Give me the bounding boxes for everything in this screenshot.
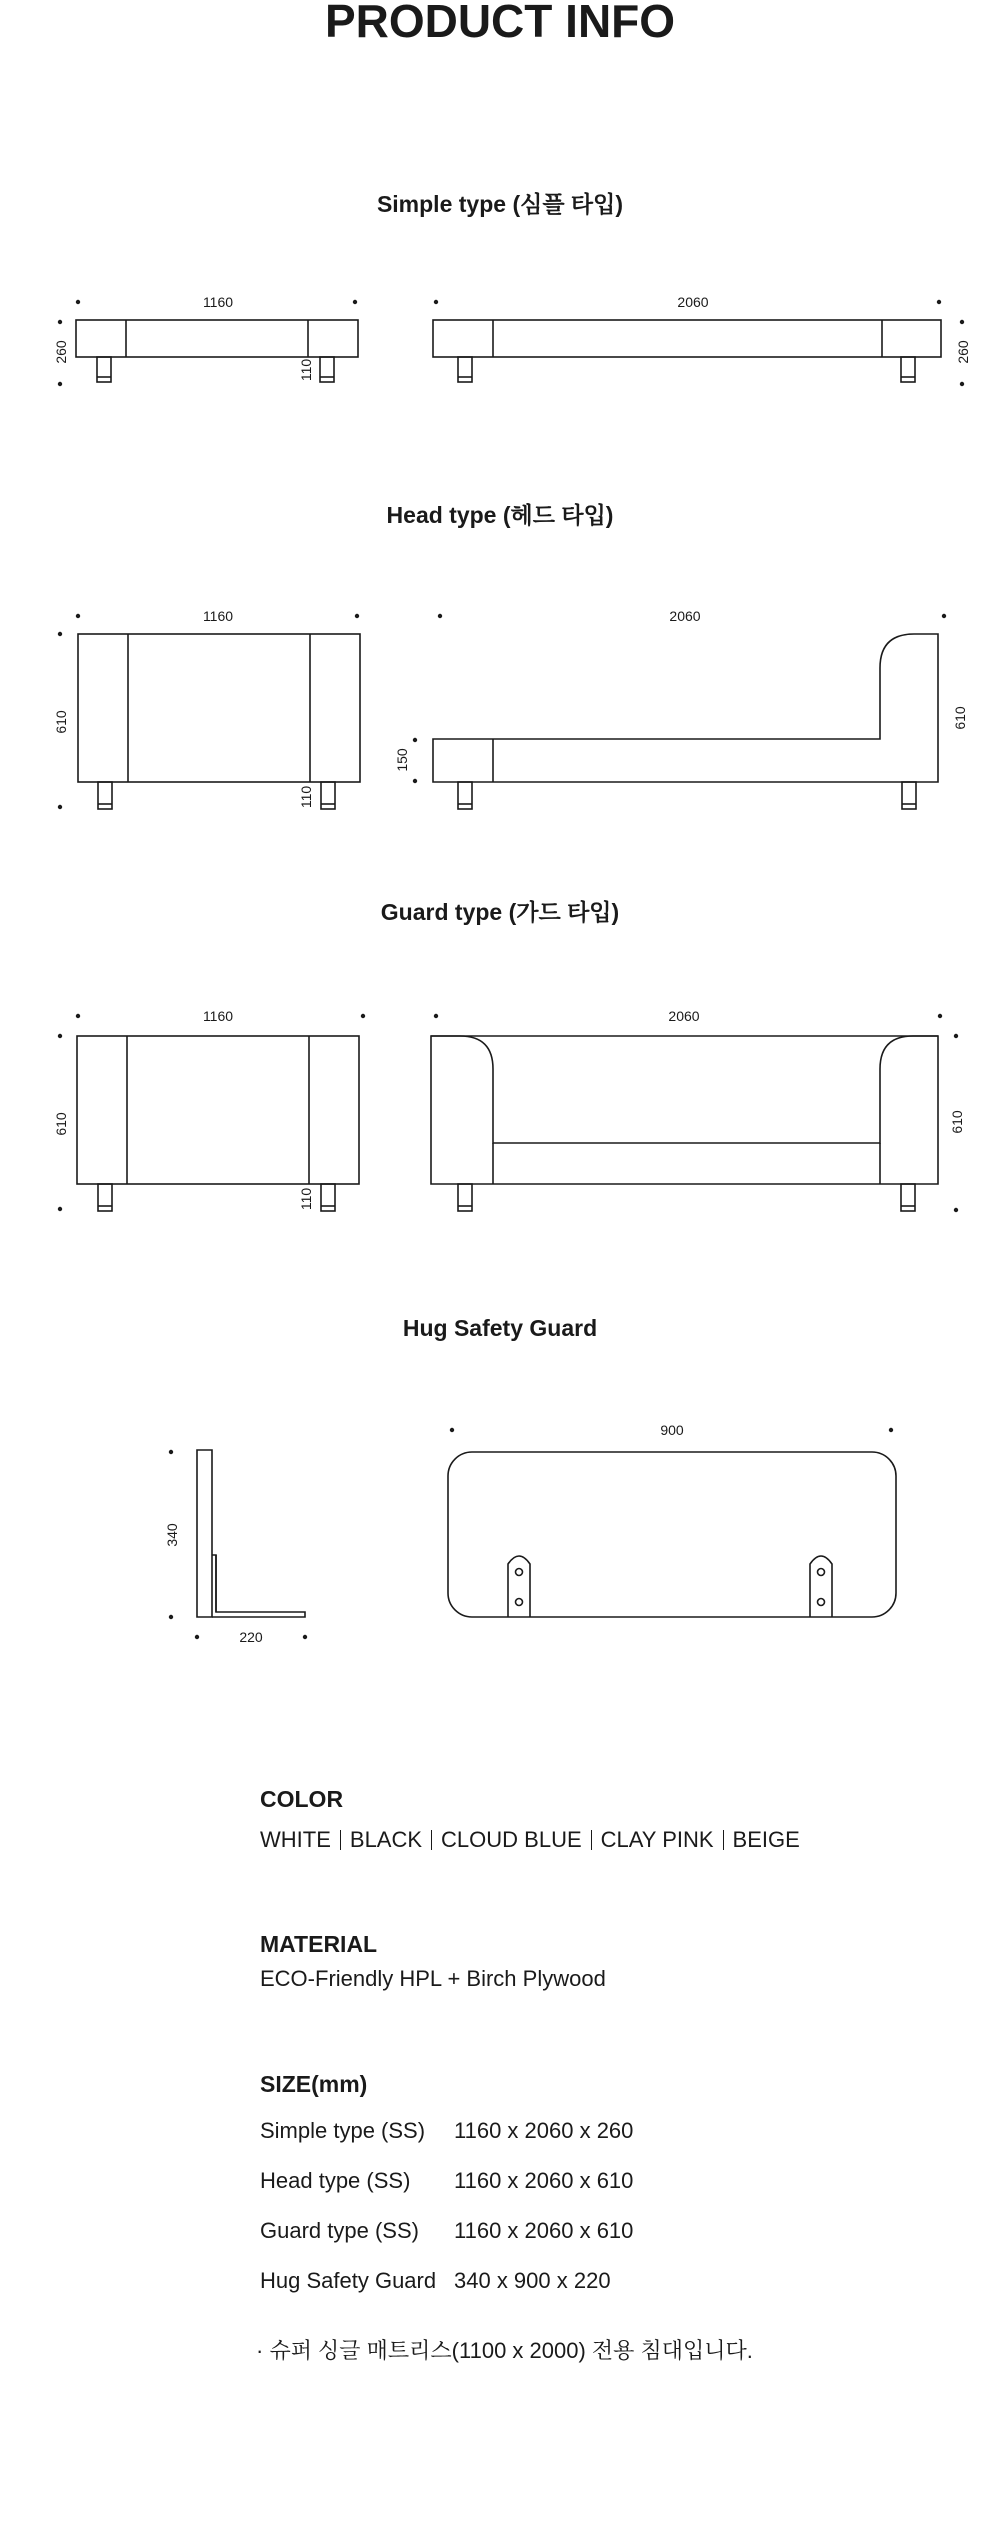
- guard-front-width-label: 1160: [202, 1008, 234, 1024]
- material-block: [260, 1931, 960, 1992]
- size-value: 1160 x 2060 x 610: [454, 2218, 634, 2243]
- guard-front-height-label: 610: [53, 1112, 69, 1136]
- size-name: Head type (SS): [260, 2168, 411, 2193]
- size-row-guard: [260, 2218, 960, 2248]
- hug-side-view: [164, 1450, 307, 1645]
- simple-side-view: [433, 294, 971, 386]
- size-name: Simple type (SS): [260, 2118, 426, 2143]
- color-separator: [431, 1830, 432, 1850]
- guard-side-height-label: 610: [949, 1110, 965, 1134]
- color-black: BLACK: [349, 1827, 423, 1852]
- head-side-length-label: 2060: [669, 608, 701, 624]
- size-value: 1160 x 2060 x 610: [454, 2168, 634, 2193]
- page-title: PRODUCT INFO: [324, 0, 676, 47]
- color-separator: [340, 1830, 341, 1850]
- section-title-head: Head type (헤드 타입): [386, 502, 614, 528]
- size-block: [260, 2071, 960, 2098]
- color-clay-pink: CLAY PINK: [600, 1827, 714, 1852]
- hug-front-view: [448, 1422, 896, 1617]
- guard-leg-label: 110: [298, 1187, 314, 1211]
- size-row-hug: [260, 2268, 960, 2298]
- color-separator: [723, 1830, 724, 1850]
- mattress-note: · 슈퍼 싱글 매트리스(1100 x 2000) 전용 침대입니다.: [256, 2338, 753, 2363]
- section-title-simple: Simple type (심플 타입): [376, 191, 624, 217]
- head-type-drawing: [0, 600, 1000, 820]
- guard-front-view: [53, 1008, 365, 1211]
- hug-width-label: 900: [660, 1422, 684, 1438]
- hug-height-label: 340: [164, 1523, 180, 1547]
- simple-leg-label: 110: [298, 358, 314, 382]
- head-front-width-label: 1160: [202, 608, 234, 624]
- size-value: 340 x 900 x 220: [454, 2268, 611, 2293]
- guard-side-length-label: 2060: [668, 1008, 700, 1024]
- size-value: 1160 x 2060 x 260: [454, 2118, 634, 2143]
- size-heading: SIZE(mm): [260, 2071, 368, 2097]
- simple-type-drawing: [0, 280, 1000, 410]
- head-leg-label: 110: [298, 785, 314, 809]
- section-title-hug: Hug Safety Guard: [402, 1315, 598, 1341]
- hug-depth-label: 220: [239, 1629, 263, 1645]
- size-name: Hug Safety Guard: [260, 2268, 437, 2293]
- size-row-head: [260, 2168, 960, 2198]
- head-side-view: [394, 608, 968, 809]
- material-heading: MATERIAL: [260, 1931, 378, 1957]
- color-separator: [591, 1830, 592, 1850]
- simple-front-height-label: 260: [53, 340, 69, 364]
- head-frame-height-label: 150: [394, 748, 410, 772]
- color-heading: COLOR: [260, 1786, 344, 1812]
- color-cloud-blue: CLOUD BLUE: [441, 1827, 582, 1852]
- color-beige: BEIGE: [732, 1827, 800, 1852]
- guard-side-view: [431, 1008, 965, 1212]
- color-list: [260, 1827, 960, 1853]
- simple-front-width-label: 1160: [202, 294, 234, 310]
- simple-side-height-label: 260: [955, 340, 971, 364]
- head-side-height-label: 610: [952, 706, 968, 730]
- head-front-view: [53, 608, 360, 809]
- head-front-height-label: 610: [53, 710, 69, 734]
- color-block: [260, 1786, 960, 1853]
- color-white: WHITE: [260, 1827, 331, 1852]
- simple-side-length-label: 2060: [677, 294, 709, 310]
- guard-type-drawing: [0, 1000, 1000, 1225]
- size-row-simple: [260, 2118, 960, 2148]
- size-name: Guard type (SS): [260, 2218, 419, 2243]
- hug-guard-drawing: [0, 1415, 1000, 1655]
- simple-front-view: [53, 294, 358, 386]
- section-title-guard: Guard type (가드 타입): [380, 899, 620, 925]
- material-value: ECO-Friendly HPL + Birch Plywood: [260, 1966, 606, 1991]
